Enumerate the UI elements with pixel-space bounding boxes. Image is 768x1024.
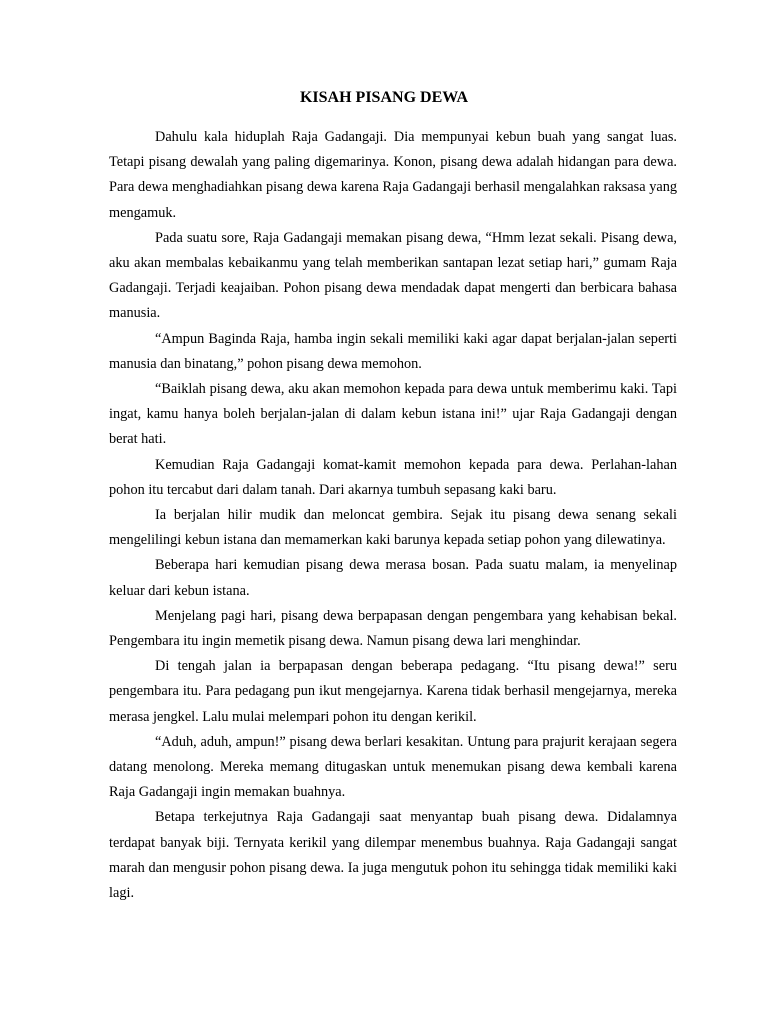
paragraph: Kemudian Raja Gadangaji komat-kamit memohon kepada para dewa. Perlahan-lahan pohon itu tercabut dari dalam tanah. Dari akarnya tumbuh sepasang kaki baru.: [109, 456, 677, 498]
story-body: [109, 125, 677, 906]
paragraph: “Ampun Baginda Raja, hamba ingin sekali memiliki kaki agar dapat berjalan-jalan seperti manusia dan binatang,” pohon pisang dewa memohon.: [109, 330, 677, 372]
paragraph: Di tengah jalan ia berpapasan dengan beberapa pedagang. “Itu pisang dewa!” seru pengembara itu. Para pedagang pun ikut mengejarnya. Karena tidak berhasil mengejarnya, mereka merasa jengkel. Lalu mulai melempari pohon itu dengan kerikil.: [109, 658, 677, 725]
story-title: KISAH PISANG DEWA: [299, 89, 469, 106]
paragraph: Pada suatu sore, Raja Gadangaji memakan pisang dewa, “Hmm lezat sekali. Pisang dewa, aku akan membalas kebaikanmu yang telah memberikan santapan lezat setiap hari,” gumam Raja Gadangaji. Terjadi keajaiban. Pohon pisang dewa mendadak dapat mengerti dan berbicara bahasa manusia.: [109, 229, 677, 322]
paragraph: Betapa terkejutnya Raja Gadangaji saat menyantap buah pisang dewa. Didalamnya terdapat banyak biji. Ternyata kerikil yang dilempar menembus buahnya. Raja Gadangaji sangat marah dan mengusir pohon pisang dewa. Ia juga mengutuk pohon itu sehingga tidak memiliki kaki lagi.: [109, 809, 677, 902]
paragraph: Beberapa hari kemudian pisang dewa merasa bosan. Pada suatu malam, ia menyelinap keluar dari kebun istana.: [109, 557, 677, 599]
paragraph: Dahulu kala hiduplah Raja Gadangaji. Dia mempunyai kebun buah yang sangat luas. Tetapi pisang dewalah yang paling digemarinya. Konon, pisang dewa adalah hidangan para dewa. Para dewa menghadiahkan pisang dewa karena Raja Gadangaji berhasil mengalahkan raksasa yang mengamuk.: [109, 129, 677, 221]
paragraph: “Baiklah pisang dewa, aku akan memohon kepada para dewa untuk memberimu kaki. Tapi ingat, kamu hanya boleh berjalan-jalan di dalam kebun istana ini!” ujar Raja Gadangaji dengan berat hati.: [109, 381, 677, 448]
paragraph: Menjelang pagi hari, pisang dewa berpapasan dengan pengembara yang kehabisan bekal. Pengembara itu ingin memetik pisang dewa. Namun pisang dewa lari menghindar.: [109, 607, 677, 650]
paragraph: Ia berjalan hilir mudik dan meloncat gembira. Sejak itu pisang dewa senang sekali mengelilingi kebun istana dan memamerkan kaki barunya kepada setiap pohon yang dilewatinya.: [109, 507, 677, 549]
paragraph: “Aduh, aduh, ampun!” pisang dewa berlari kesakitan. Untung para prajurit kerajaan segera datang menolong. Mereka memang ditugaskan untuk menemukan pisang dewa kembali karena Raja Gadangaji ingin memakan buahnya.: [109, 733, 677, 801]
